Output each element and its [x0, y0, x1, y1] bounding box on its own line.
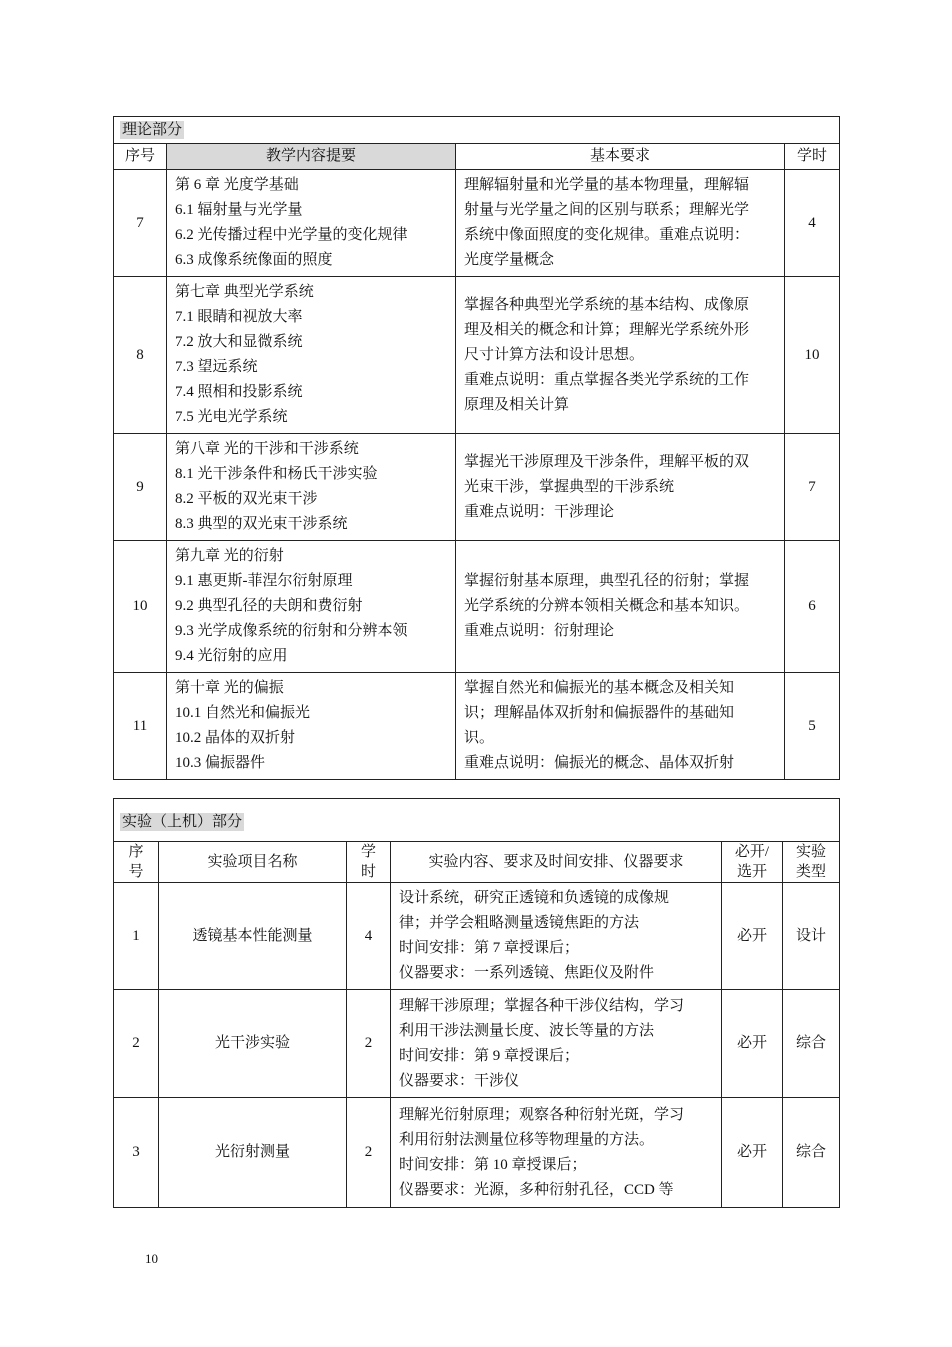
row-content: [391, 883, 722, 990]
header-type: [783, 842, 840, 883]
content-line: 理解光衍射原理；观察各种衍射光斑，学习: [399, 1106, 685, 1123]
content-line: 9.4 光衍射的应用: [175, 648, 288, 664]
requirement-line: 尺寸计算方法和设计思想。: [464, 346, 645, 363]
row-content: [167, 541, 456, 673]
content-line: 第九章 光的衍射: [175, 548, 284, 564]
content-line: 仪器要求：一系列透镜、焦距仪及附件: [399, 965, 655, 981]
requirement-line: 重难点说明：干涉理论: [464, 503, 615, 520]
content-line: 时间安排：第 10 章授课后；: [399, 1156, 587, 1173]
header-no-line: 序: [128, 844, 144, 860]
requirement-line: 掌握自然光和偏振光的基本概念及相关知: [464, 680, 735, 696]
row-no: 9: [114, 434, 167, 541]
lab-table: [113, 798, 840, 1208]
theory-section-title: 理论部分: [122, 121, 183, 138]
table-row: [114, 170, 840, 277]
theory-table: [113, 116, 840, 780]
page-number: 10: [145, 1251, 158, 1266]
header-hours: 学时: [785, 144, 840, 170]
content-line: 设计系统，研究正透镜和负透镜的成像规: [399, 890, 670, 906]
content-line: 9.3 光学成像系统的衍射和分辨本领: [175, 623, 408, 639]
row-content: [391, 990, 722, 1098]
content-line: 7.4 照相和投影系统: [175, 384, 303, 400]
row-no: 10: [114, 541, 167, 673]
header-hours: [347, 842, 391, 883]
row-no: 7: [114, 170, 167, 277]
content-line: 9.1 惠更斯-菲涅尔衍射原理: [175, 573, 353, 589]
row-content: [167, 434, 456, 541]
content-line: 时间安排：第 9 章授课后；: [399, 1047, 580, 1064]
header-type-line: 类型: [796, 864, 827, 880]
content-line: 7.2 放大和显微系统: [175, 334, 303, 350]
row-type: 设计: [783, 883, 840, 990]
table-row: [114, 434, 840, 541]
content-line: 10.2 晶体的双折射: [175, 730, 296, 746]
row-required: 必开: [722, 1098, 783, 1208]
lab-section-title-cell: [114, 799, 840, 842]
row-no: 8: [114, 277, 167, 434]
table-row: [114, 541, 840, 673]
requirement-line: 系统中像面照度的变化规律。重难点说明：: [464, 227, 750, 243]
content-line: 6.1 辐射量与光学量: [175, 202, 303, 218]
row-hours: 7: [785, 434, 840, 541]
requirement-line: 光度学量概念: [464, 252, 555, 268]
table-row: [114, 1098, 840, 1208]
content-line: 仪器要求：干涉仪: [399, 1072, 520, 1089]
content-line: 7.3 望远系统: [175, 359, 258, 375]
table-row: [114, 883, 840, 990]
content-line: 10.1 自然光和偏振光: [175, 705, 311, 721]
row-no: 3: [114, 1098, 159, 1208]
content-line: 8.2 平板的双光束干涉: [175, 491, 318, 507]
theory-section-title-row: [114, 117, 840, 144]
row-required: 必开: [722, 883, 783, 990]
content-line: 第八章 光的干涉和干涉系统: [175, 441, 359, 457]
content-line: 6.2 光传播过程中光学量的变化规律: [175, 227, 408, 243]
table-row: [114, 990, 840, 1098]
row-hours: 4: [347, 883, 391, 990]
row-no: 2: [114, 990, 159, 1098]
row-required: 必开: [722, 990, 783, 1098]
row-name: 光衍射测量: [159, 1098, 347, 1208]
header-hours-line: 学: [360, 844, 376, 860]
content-line: 时间安排：第 7 章授课后；: [399, 940, 580, 956]
header-hours-line: 时: [360, 864, 376, 880]
content-line: 7.5 光电光学系统: [175, 409, 288, 425]
requirement-line: 掌握光干涉原理及干涉条件，理解平板的双: [464, 453, 750, 470]
row-requirements: [456, 277, 785, 434]
header-no: [114, 842, 159, 883]
header-content: 教学内容提要: [167, 144, 456, 170]
requirement-line: 识；理解晶体双折射和偏振器件的基础知: [464, 705, 735, 721]
content-line: 6.3 成像系统像面的照度: [175, 252, 333, 268]
header-type-line: 实验: [796, 844, 827, 860]
row-content: [167, 277, 456, 434]
header-required: [722, 842, 783, 883]
table-row: [114, 277, 840, 434]
row-hours: 2: [347, 1098, 391, 1208]
requirement-line: 光束干涉，掌握典型的干涉系统: [464, 478, 675, 495]
content-line: 利用干涉法测量长度、波长等量的方法: [399, 1022, 655, 1039]
content-line: 8.3 典型的双光束干涉系统: [175, 516, 348, 532]
content-line: 第十章 光的偏振: [175, 680, 284, 696]
content-line: 理解干涉原理；掌握各种干涉仪结构，学习: [399, 997, 685, 1014]
requirement-line: 掌握各种典型光学系统的基本结构、成像原: [464, 296, 750, 313]
lab-header-row: [114, 842, 840, 883]
row-content: [167, 170, 456, 277]
requirement-line: 理解辐射量和光学量的基本物理量，理解辐: [464, 177, 750, 193]
row-hours: 2: [347, 990, 391, 1098]
content-line: 9.2 典型孔径的夫朗和费衍射: [175, 598, 363, 614]
header-no: 序号: [114, 144, 167, 170]
content-line: 7.1 眼睛和视放大率: [175, 309, 303, 325]
row-content: [391, 1098, 722, 1208]
row-requirements: [456, 170, 785, 277]
header-content: 实验内容、要求及时间安排、仪器要求: [391, 842, 722, 883]
row-type: 综合: [783, 990, 840, 1098]
lab-section-title-row: [114, 799, 840, 842]
requirement-line: 光学系统的分辨本领相关概念和基本知识。: [464, 598, 750, 614]
requirement-line: 掌握衍射基本原理，典型孔径的衍射；掌握: [464, 573, 750, 589]
row-requirements: [456, 434, 785, 541]
table-row: [114, 673, 840, 780]
content-line: 8.1 光干涉条件和杨氏干涉实验: [175, 466, 378, 482]
row-name: 光干涉实验: [159, 990, 347, 1098]
requirement-line: 识。: [464, 730, 495, 746]
row-content: [167, 673, 456, 780]
requirement-line: 重难点说明：衍射理论: [464, 623, 615, 639]
row-no: 11: [114, 673, 167, 780]
content-line: 仪器要求：光源，多种衍射孔径，CCD 等: [399, 1181, 674, 1198]
row-name: 透镜基本性能测量: [159, 883, 347, 990]
header-required-line: 选开: [736, 864, 767, 880]
theory-section-title-cell: [114, 117, 840, 144]
content-line: 利用衍射法测量位移等物理量的方法。: [399, 1131, 655, 1148]
requirement-line: 理及相关的概念和计算；理解光学系统外形: [464, 321, 750, 338]
header-required-line: 必开/: [734, 844, 770, 860]
requirement-line: 原理及相关计算: [464, 396, 570, 413]
content-line: 第七章 典型光学系统: [175, 284, 314, 300]
requirement-line: 重难点说明：重点掌握各类光学系统的工作: [464, 371, 750, 388]
requirement-line: 重难点说明：偏振光的概念、晶体双折射: [464, 755, 735, 771]
row-no: 1: [114, 883, 159, 990]
row-hours: 10: [785, 277, 840, 434]
row-hours: 6: [785, 541, 840, 673]
content-line: 第 6 章 光度学基础: [175, 177, 299, 193]
header-no-line: 号: [128, 864, 144, 880]
row-requirements: [456, 673, 785, 780]
requirement-line: 射量与光学量之间的区别与联系；理解光学: [464, 202, 750, 218]
header-requirements: 基本要求: [456, 144, 785, 170]
theory-header-row: [114, 144, 840, 170]
content-line: 律；并学会粗略测量透镜焦距的方法: [399, 915, 640, 931]
header-name: 实验项目名称: [159, 842, 347, 883]
row-hours: 5: [785, 673, 840, 780]
content-line: 10.3 偏振器件: [175, 755, 266, 771]
lab-section-title: 实验（上机）部分: [122, 814, 243, 830]
row-requirements: [456, 541, 785, 673]
row-hours: 4: [785, 170, 840, 277]
row-type: 综合: [783, 1098, 840, 1208]
